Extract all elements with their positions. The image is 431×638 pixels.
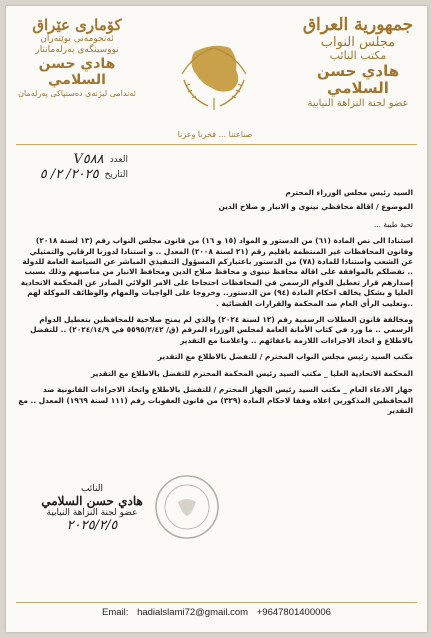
greeting: تحية طيبة ... — [373, 219, 413, 229]
office-name-kurdish: نووسینگەی پەرلەمانتار — [35, 44, 119, 55]
mp-role: عضو لجنة النزاهة النيابية — [307, 97, 409, 109]
copy-to-court: المحكمة الاتحادية العليا _ مكتب السيد رئيس المحكمة المحترم للتفضل بالاطلاع مع التقدير — [90, 368, 413, 378]
footer-divider — [16, 602, 417, 603]
mp-role-kurdish: ئەندامی لیژنەی دەستپاکی پەرلەمان — [18, 89, 136, 99]
number-label: العدد — [109, 154, 128, 165]
country-name-kurdish: كۆماری عێراق — [32, 16, 122, 34]
date-label: التاريخ — [104, 169, 128, 180]
council-name-kurdish: ئەنجومەنی نوێنەران — [40, 34, 114, 44]
paragraph-main: استنادا الى نص المادة (٦١) من الدستور و المواد (١٥ و ١٦) من قانون مجلس النواب رقم (١٣ لسنة ٢٠١٨) وقانون المحافظات غير المنتظمة باقليم رقم (٢١ لسنة ٢٠٠٨) المعدل .. و استنادا لدورنا الرقابي والتمثيلي عن الشعب واستنادا للمادة (٧٨) من الدستور باعتباركم المسؤول التنفيذي المباشر عن السياسة العامة للدولة .. تفضلكم بالموافقة على اقالة محافظ نينوى و محافظ صلاح الدين ومحافظ الانبار من مناصبهم وذلك بسبب إصدارهم قرار تعطيل الدوام الرسمي في المحافظات احتجاجا على الامر الولائي الصادر عن المحكمة الاتحادية العليا و بشكل يخالف احكام المادة (٩٤) من الدستور.. وخروجا على الواجبات والمهام والوظائف الموكلة لهم ..وتغليب الرأي العام ضد المحكمة والقرارات القضائية . — [20, 236, 413, 308]
addressee: السيد رئيس مجلس الوزراء المحترم — [285, 188, 413, 197]
country-name: جمهورية العراق — [302, 15, 414, 35]
office-name: مكتب النائب — [329, 49, 387, 63]
letterhead-arabic — [299, 16, 417, 109]
letter-page — [6, 6, 427, 632]
header-divider — [16, 144, 417, 145]
signature-name: هادي حسن السلامي — [41, 494, 143, 508]
iraq-map-emblem-icon — [164, 24, 264, 124]
mp-name: هادي حسن السلامي — [316, 62, 400, 98]
copy-to-prosecution: جهاز الادعاء العام _ مكتب السيد رئيس الجهاز المحترم / للتفضل بالاطلاع واتخاذ الاجراءات القانونية ضد المحافظين المذكورين اعلاه وفقا لاحكام المادة (٣٢٩) من قانون العقوبات رقم (١١١ لسنة ١٩٦٩) المعدل .. مع التقدير — [18, 385, 413, 415]
official-stamp-icon — [152, 472, 222, 542]
mp-name-kurdish: هادي حسن السلامي — [38, 55, 116, 89]
date-value: ٢٠٢٥/ ٢/ ٥ — [39, 167, 99, 182]
letterhead-kurdish — [16, 16, 138, 99]
council-name: مجلس النواب — [320, 34, 396, 50]
signature-block — [32, 484, 152, 533]
footer-email: Email: hadialslami72@gmail.com — [102, 607, 249, 618]
number-value: V٥٨٨ — [73, 152, 104, 167]
subject-line: الموضوع / اقالة محافظي نينوى و الانبار و صلاح الدين — [218, 202, 413, 212]
paragraph-second: ومخالفة قانون العطلات الرسمية رقم (١٢ لسنة ٢٠٢٤) والذي لم يمنح صلاحية للمحافظين بتعطيل الدوام الرسمي .. ما ورد في كتاب الأمانة العامة لمجلس الوزراء المرقم (ق/ ٥٥٩٥/٢/٤٢ في ٢٠٢٤/١٤/٩) .. للتفضل بالاطلاع و اتخاذ الاجراءات اللازمة باعفائهم .. واعلامنا مع التقدير — [30, 315, 413, 345]
letterhead-motto: صناعتنا ... فخرنا وعزنا — [177, 130, 253, 139]
signature-title: النائب — [80, 484, 104, 494]
signature-date: ٢٠٢٥/٢/٥ — [66, 518, 118, 533]
copy-to-parliament: مكتب السيد رئيس مجلس النواب المحترم / للتفضل بالاطلاع مع التقدير — [157, 352, 413, 362]
letter-body — [18, 162, 413, 416]
footer-contact — [6, 607, 427, 618]
footer-phone: +9647801400006 — [256, 607, 331, 618]
signature-role: عضو لجنة النزاهة النيابية — [46, 508, 138, 518]
